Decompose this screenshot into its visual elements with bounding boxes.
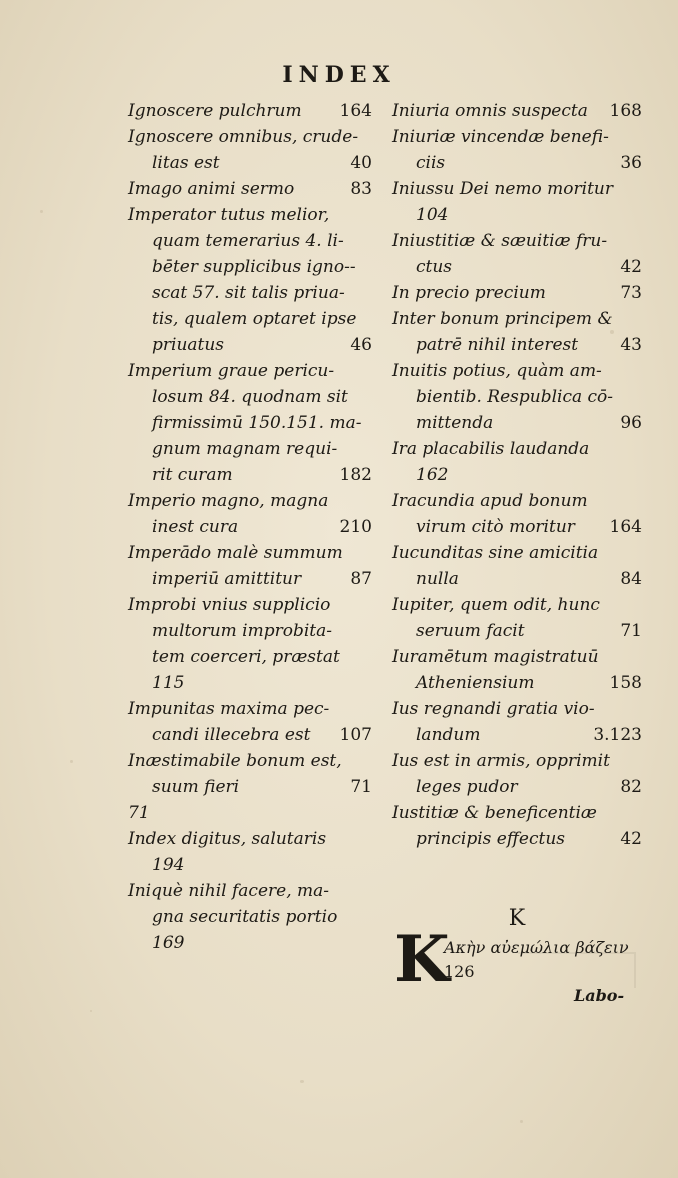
index-entry <box>128 98 372 124</box>
entry-line: tis, qualem optaret ipse <box>152 309 357 329</box>
entry-line: seruum facit <box>416 621 525 641</box>
catchword: Labo- <box>574 986 625 1005</box>
entry-line: gna securitatis portio <box>152 907 338 927</box>
index-entry <box>128 748 372 800</box>
entry-line: Inter bonum principem & <box>392 309 613 329</box>
entry-line: Imperādo malè summum <box>128 543 343 563</box>
entry-page: 168 <box>609 101 642 121</box>
entry-line: Iniquè nihil facere, ma- <box>128 881 330 901</box>
entry-line: Iucunditas sine amicitia <box>392 543 599 563</box>
entry-line: 104 <box>416 205 449 225</box>
index-entry <box>392 644 642 696</box>
entry-page: 71 <box>350 777 372 797</box>
entry-page: 42 <box>620 829 642 849</box>
entry-line: Iniuriæ vincendæ benefi- <box>392 127 609 147</box>
entry-page: 182 <box>339 465 372 485</box>
entry-line: Imperio magno, magna <box>128 491 329 511</box>
entry-page: 83 <box>350 179 372 199</box>
entry-line: multorum improbita- <box>152 621 333 641</box>
entry-line: 194 <box>152 855 185 875</box>
entry-page: 164 <box>339 101 372 121</box>
entry-line: Iniuria omnis suspecta <box>392 101 588 121</box>
k-entry-page: 126 <box>444 962 475 981</box>
index-entry <box>392 436 642 488</box>
index-entry <box>392 358 642 436</box>
entry-page: 71 <box>620 621 642 641</box>
entry-line: Iniustitiæ & sæuitiæ fru- <box>392 231 608 251</box>
section-letter: K <box>508 906 526 931</box>
entry-line: Ius regnandi gratia vio- <box>392 699 595 719</box>
entry-line: 115 <box>152 673 185 693</box>
entry-page: 42 <box>620 257 642 277</box>
entry-page: 210 <box>339 517 372 537</box>
entry-line: Index digitus, salutaris <box>128 829 327 849</box>
entry-line: Atheniensium <box>416 673 535 693</box>
show-through-mark <box>518 952 636 988</box>
entry-page: 46 <box>350 335 372 355</box>
entry-line: Iracundia apud bonum <box>392 491 588 511</box>
entry-line: scat 57. sit talis priua- <box>152 283 345 303</box>
entry-line: Improbi vnius supplicio <box>128 595 331 615</box>
k-entry-text: Ακὴν αὐεμώλια βάζειν <box>444 938 629 957</box>
entry-line: Iustitiæ & beneficentiæ <box>392 803 597 823</box>
entry-page: 164 <box>609 517 642 537</box>
entry-line: litas est <box>152 153 220 173</box>
entry-line: bientib. Respublica cō- <box>416 387 614 407</box>
index-column-right <box>392 98 642 852</box>
entry-line: virum citò moritur <box>416 517 575 537</box>
index-entry <box>392 800 642 852</box>
entry-line: losum 84. quodnam sit <box>152 387 348 407</box>
entry-line: Iniussu Dei nemo moritur <box>392 179 613 199</box>
entry-line: leges pudor <box>416 777 518 797</box>
index-entry <box>392 540 642 592</box>
entry-line: tem coerceri, præstat <box>152 647 340 667</box>
index-entry <box>128 878 372 956</box>
entry-line: 162 <box>416 465 449 485</box>
entry-line: Ira placabilis laudanda <box>392 439 590 459</box>
index-entry <box>128 800 372 826</box>
index-entry <box>128 826 372 878</box>
entry-page: 84 <box>620 569 642 589</box>
entry-page: 96 <box>620 413 642 433</box>
entry-line: mittenda <box>416 413 494 433</box>
index-entry <box>392 176 642 228</box>
entry-line: Imperator tutus melior, <box>128 205 330 225</box>
entry-page: 87 <box>350 569 372 589</box>
entry-line: principis effectus <box>416 829 565 849</box>
entry-page: 3.123 <box>593 725 642 745</box>
drop-cap: K <box>394 922 450 997</box>
entry-page: 82 <box>620 777 642 797</box>
entry-line: Impunitas maxima pec- <box>128 699 330 719</box>
entry-line: Ius est in armis, opprimit <box>392 751 610 771</box>
index-entry <box>128 176 372 202</box>
entry-line: ciis <box>416 153 446 173</box>
entry-line: Ignoscere pulchrum <box>128 101 302 121</box>
index-entry <box>392 696 642 748</box>
entry-line: nulla <box>416 569 459 589</box>
entry-line: 169 <box>152 933 185 953</box>
index-entry <box>128 592 372 696</box>
index-entry <box>128 696 372 748</box>
index-entry <box>128 358 372 488</box>
entry-line: Imago animi sermo <box>128 179 295 199</box>
entry-page: 36 <box>620 153 642 173</box>
entry-line: candi illecebra est <box>152 725 311 745</box>
entry-line: landum <box>416 725 481 745</box>
entry-page: 40 <box>350 153 372 173</box>
entry-page: 43 <box>620 335 642 355</box>
entry-line: bēter supplicibus igno-- <box>152 257 356 277</box>
entry-line: Inuitis potius, quàm am- <box>392 361 602 381</box>
entry-page: 107 <box>339 725 372 745</box>
entry-line: Ignoscere omnibus, crude- <box>128 127 359 147</box>
entry-line: quam temerarius 4. li- <box>152 231 344 251</box>
index-entry <box>392 306 642 358</box>
entry-line: In precio precium <box>392 283 546 303</box>
entry-line: patrē nihil interest <box>416 335 579 355</box>
entry-line: suum fieri <box>152 777 240 797</box>
entry-line: Iupiter, quem odit, hunc <box>392 595 600 615</box>
index-entry <box>128 488 372 540</box>
entry-line: 71 <box>128 803 150 823</box>
running-header: INDEX <box>282 62 396 88</box>
entry-line: Imperium graue pericu- <box>128 361 335 381</box>
entry-line: inest cura <box>152 517 239 537</box>
index-entry <box>128 124 372 176</box>
entry-line: rit curam <box>152 465 233 485</box>
index-entry <box>392 98 642 124</box>
entry-line: imperiū amittitur <box>152 569 302 589</box>
entry-line: Iuramētum magistratuū <box>392 647 599 667</box>
index-column-left <box>128 98 372 956</box>
index-entry <box>392 592 642 644</box>
entry-page: 73 <box>620 283 642 303</box>
index-entry <box>128 202 372 358</box>
entry-line: ctus <box>416 257 453 277</box>
entry-page: 158 <box>609 673 642 693</box>
index-entry <box>128 540 372 592</box>
index-entry <box>392 280 642 306</box>
index-entry <box>392 748 642 800</box>
index-entry <box>392 488 642 540</box>
entry-line: Inæstimabile bonum est, <box>128 751 342 771</box>
entry-line: gnum magnam requi- <box>152 439 338 459</box>
entry-line: firmissimū 150.151. ma- <box>152 413 362 433</box>
index-entry <box>392 124 642 176</box>
index-entry <box>392 228 642 280</box>
entry-line: priuatus <box>152 335 225 355</box>
